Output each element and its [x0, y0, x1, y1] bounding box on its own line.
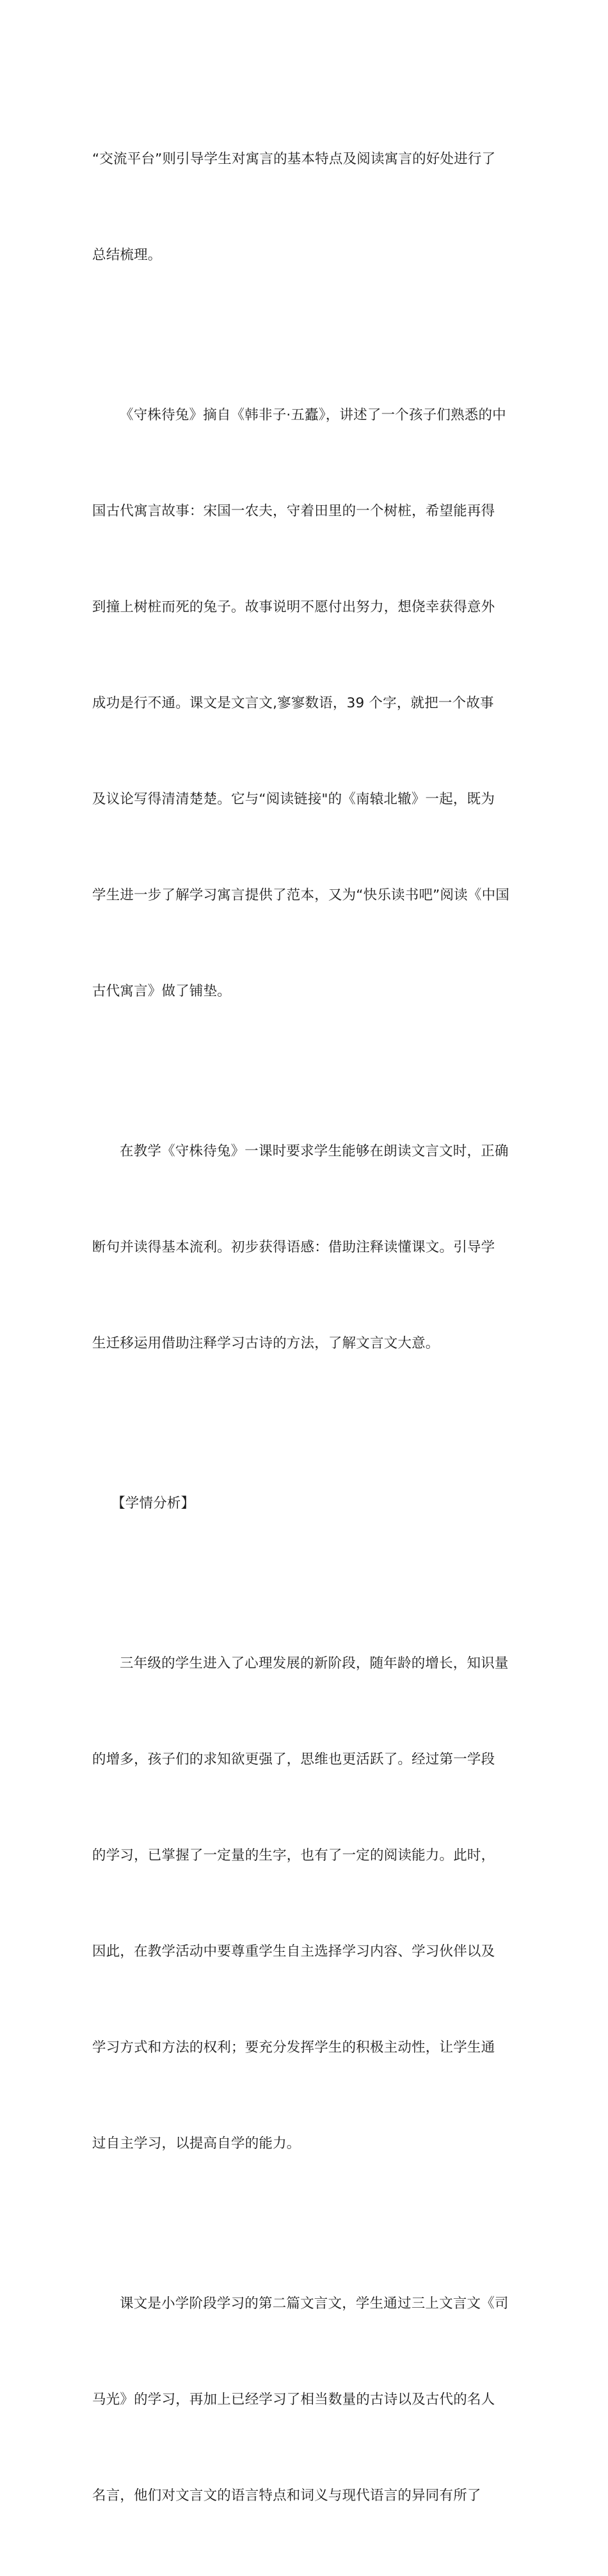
- paragraph-classical-chinese: [92, 2224, 521, 2576]
- text-line: 学习方式和方法的权利；要充分发挥学生的积极主动性，让学生通: [92, 2040, 495, 2056]
- text-line: 总结梳理。: [92, 247, 162, 263]
- text-line: 三年级的学生进入了心理发展的新阶段，随年龄的增长，知识量: [120, 1655, 509, 1671]
- text-line: 断句并读得基本流利。初步获得语感：借助注释读懂课文。引导学: [92, 1239, 495, 1255]
- text-line: 国古代寓言故事：宋国一农夫，守着田里的一个树桩，希望能再得: [92, 503, 495, 519]
- text-line: 成功是行不通。课文是文言文,寥寥数语，39 个字，就把一个故事: [92, 695, 494, 711]
- text-line: 生迁移运用借助注释学习古诗的方法，了解文言文大意。: [92, 1335, 440, 1351]
- paragraph-exchange-platform: [92, 79, 521, 335]
- text-line: 古代寓言》做了铺垫。: [92, 983, 232, 999]
- text-line: 过自主学习，以提高自学的能力。: [92, 2136, 301, 2152]
- text-line: 的增多，孩子们的求知欲更强了，思维也更活跃了。经过第一学段: [92, 1751, 495, 1767]
- text-line: “交流平台”则引导学生对寓言的基本特点及阅读寓言的好处进行了: [92, 151, 496, 167]
- text-line: 在教学《守株待兔》一课时要求学生能够在朗读文言文时，正确: [120, 1143, 509, 1159]
- paragraph-student-analysis: [92, 1584, 521, 2224]
- text-line: 的学习，已掌握了一定量的生字，也有了一定的阅读能力。此时，: [92, 1847, 495, 1864]
- text-line: 课文是小学阶段学习的第二篇文言文，学生通过三上文言文《司: [120, 2296, 509, 2312]
- text-line: 学生进一步了解学习寓言提供了范本，又为“快乐读书吧”阅读《中国: [92, 887, 509, 903]
- heading-text: 【学情分析】: [111, 1495, 195, 1511]
- text-line: 《守株待兔》摘自《韩非子·五蠹》，讲述了一个孩子们熟悉的中: [120, 407, 506, 423]
- document-body: [92, 79, 521, 2576]
- text-line: 因此，在教学活动中要尊重学生自主选择学习内容、学习伙伴以及: [92, 1944, 495, 1960]
- paragraph-teaching-requirements: [92, 1072, 521, 1424]
- text-line: 及议论写得清清楚楚。它与“阅读链接"的《南辕北辙》一起，既为: [92, 791, 495, 807]
- text-line: 马光》的学习，再加上已经学习了相当数量的古诗以及古代的名人: [92, 2392, 495, 2408]
- section-heading-learning-analysis: [92, 1424, 521, 1584]
- text-line: 到撞上树桩而死的兔子。故事说明不愿付出努力，想侥幸获得意外: [92, 599, 495, 615]
- paragraph-shouzhu-daitu-intro: [92, 335, 521, 1072]
- text-line: 名言，他们对文言文的语言特点和词义与现代语言的异同有所了: [92, 2488, 481, 2504]
